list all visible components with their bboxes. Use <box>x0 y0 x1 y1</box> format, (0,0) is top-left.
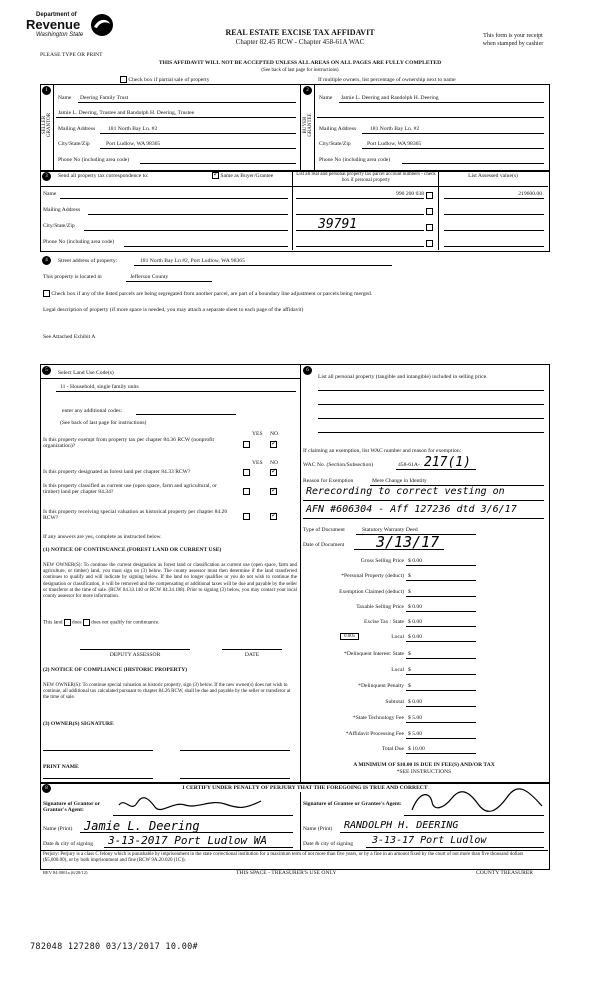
land-does-not-checkbox[interactable] <box>83 619 90 626</box>
seller-mailing[interactable]: 181 North Bay Ln. #2 <box>108 126 158 132</box>
dor-logo-text-2: Revenue <box>26 17 81 32</box>
multiple-owners-note: If multiple owners, list percentage of ownership next to name <box>318 77 456 83</box>
certify-statement: I CERTIFY UNDER PENALTY OF PERJURY THAT THE FOREGOING IS TRUE AND CORRECT <box>182 785 428 791</box>
seller-name-label: Name <box>58 95 72 101</box>
dor-logo-swirl-icon <box>88 12 116 38</box>
subtotal-value[interactable]: $ 0.00 <box>408 699 422 705</box>
rev-number: REV 84 0001a (6/28/12) <box>43 870 88 875</box>
gross-label: Gross Selling Price <box>360 558 404 564</box>
parcel-2-checkbox[interactable] <box>426 208 433 215</box>
please-type: PLEASE TYPE OR PRINT <box>40 52 103 58</box>
seller-city-label: City/State/Zip <box>58 141 90 147</box>
grantor-date-city-label: Date & city of signing <box>43 841 94 847</box>
assessed-header: List Assessed value(s) <box>468 173 518 179</box>
local-value[interactable]: $ 0.00 <box>408 634 422 640</box>
no-header-2: NO <box>270 460 279 466</box>
doc-type-label: Type of Document <box>303 527 345 533</box>
grantee-date-city-label: Date & city of signing <box>303 841 354 847</box>
grantor-name-print[interactable]: Jamie L. Deering <box>84 819 200 833</box>
section-4-badge: 4 <box>42 256 51 265</box>
grantor-date-city[interactable]: 3-13-2017 Port Ludlow WA <box>108 834 267 847</box>
legal-value[interactable]: See Attached Exhibit A <box>43 334 96 340</box>
seller-phone-label: Phone No (including area code) <box>58 157 130 163</box>
minimum-note: A MINIMUM OF $10.00 IS DUE IN FEE(S) AND/OR TAX <box>353 762 495 768</box>
q2-yes-checkbox[interactable] <box>243 469 250 476</box>
q1-text: Is this property exempt from property tax per chapter 84.36 RCW (nonprofit organization)? <box>43 437 215 449</box>
owners-signature-label: (3) OWNER(S) SIGNATURE <box>43 721 114 727</box>
taxable-label: Taxable Selling Price <box>356 604 404 610</box>
exemption-deduct-value[interactable]: $ <box>408 589 411 595</box>
perjury-text: Perjury: Perjury is a class C felony which is punishable by imprisonment in the state correctional institution for a maximum term of not more than five years, or by a fine in an amount fixed by the court of not more than five thousand dollars ($5,000.00), or by both imprisonment and fine (RCW 9A.20.020 (1C)). <box>43 852 524 863</box>
parcel-header: List all real and personal property tax parcel account numbers - check box if personal property <box>296 172 436 183</box>
buyer-phone-label: Phone No (including area code) <box>319 157 391 163</box>
personal-property-label: List all personal property (tangible and intangible) included in selling price. <box>318 374 488 380</box>
recording-stamp: 782048 127280 03/13/2017 10.00# <box>30 942 198 952</box>
corr-mailing-label: Mailing Address <box>43 207 81 213</box>
reason-handwritten-2[interactable]: AFN #606304 - Aff 127236 dtd 3/6/17 <box>306 504 517 515</box>
gross-value[interactable]: $ 0.00 <box>408 558 422 564</box>
grantor-name-print-label: Name (Print) <box>43 826 73 832</box>
street-value[interactable]: 181 North Bay Ln #2, Port Ludlow, WA 98365 <box>140 258 245 264</box>
receipt-note-1: This form is your receipt <box>483 33 543 39</box>
corr-city-label: City/State/Zip <box>43 223 75 229</box>
tech-fee-value[interactable]: $ 5.00 <box>408 715 422 721</box>
doc-date-value[interactable]: 3/13/17 <box>376 533 440 551</box>
q3-no-checkbox[interactable]: ✓ <box>271 486 277 494</box>
grantee-signature-image[interactable] <box>408 788 548 816</box>
segregated-label: Check box if any of the listed parcels are being segregated from another parcel, are part of a boundary line adjustment or parcels being merged. <box>51 290 373 297</box>
see-back-label: (See back of last page for instructions) <box>60 420 147 426</box>
section-6-badge: 6 <box>303 366 312 375</box>
form-subtitle: Chapter 82.45 RCW - Chapter 458-61A WAC <box>235 38 365 46</box>
land-use-code[interactable]: 11 - Household, single family units <box>60 384 139 390</box>
segregated-checkbox[interactable] <box>43 290 50 297</box>
additional-codes-label: enter any additional codes: <box>62 408 123 414</box>
total-value[interactable]: $ 10.00 <box>408 746 425 752</box>
qualify-label: qualify for continuance. <box>109 619 160 626</box>
del-interest-label: *Delinquent Interest: State <box>344 651 404 657</box>
grantee-date-city[interactable]: 3-13-17 Port Ludlow <box>372 835 487 846</box>
doc-type-value[interactable]: Statutory Warranty Deed <box>362 527 418 533</box>
parcel-4-checkbox[interactable] <box>426 240 433 247</box>
corr-name-label: Name <box>43 191 57 197</box>
section-3-badge: 3 <box>42 172 51 181</box>
personal-deduct-value[interactable]: $ <box>408 573 411 579</box>
wac-label: WAC No. (Section/Subsection) <box>303 462 374 468</box>
buyer-city-label: City/State/Zip <box>319 141 351 147</box>
dor-logo-text-1: Department of <box>36 12 77 18</box>
legal-label: Legal description of property (if more space is needed, you may attach a separate sheet to each page of the affidavit) <box>43 307 304 313</box>
notice2-title: (2) NOTICE OF COMPLIANCE (HISTORIC PROPERTY) <box>43 667 188 673</box>
q2-text: Is this property designated as forest land per chapter 84.33 RCW? <box>43 469 191 475</box>
dor-logo <box>18 12 128 42</box>
deputy-date-label: DATE <box>244 652 260 658</box>
receipt-note-2: when stamped by cashier <box>482 41 544 47</box>
land-does-label: does <box>72 619 82 626</box>
buyer-city[interactable]: Port Ludlow, WA 98365 <box>367 141 422 147</box>
same-as-buyer <box>212 172 273 179</box>
seller-mailing-label: Mailing Address <box>58 126 96 132</box>
section-2-badge: 2 <box>303 86 312 95</box>
reason-label: Reason for Exemption <box>303 478 354 484</box>
del-interest-value[interactable]: $ <box>408 651 411 657</box>
print-name-label: PRINT NAME <box>43 764 79 770</box>
land-does-checkbox[interactable] <box>64 619 71 626</box>
exemption-label: If claiming an exemption, list WAC number and reason for exemption: <box>303 448 462 454</box>
buyer-mailing[interactable]: 181 North Bay Ln. #2 <box>370 126 420 132</box>
no-header-1: NO <box>270 431 279 437</box>
q4-text: Is this property receiving special valuation as historical property per chapter 84.26 RCW? <box>43 509 228 521</box>
q1-no-checkbox[interactable]: ✓ <box>271 439 277 447</box>
correspondence-label: Send all property tax correspondence to: <box>58 173 149 179</box>
del-penalty-value[interactable]: $ <box>408 683 411 689</box>
grantor-signature-image[interactable] <box>115 795 265 815</box>
instructions-ref: (See back of last page for instructions) <box>261 68 339 73</box>
yes-header-1: YES <box>252 431 263 437</box>
grantor-sig-label: Signature of Grantor or Grantor's Agent: <box>43 801 101 813</box>
section-5-badge: 5 <box>42 366 51 375</box>
seller-name-2[interactable]: Jamie L. Deering, Trustee and Randolph H. Deering, Trustee <box>58 110 195 116</box>
treasurer-space-label: THIS SPACE - TREASURER'S USE ONLY <box>236 870 337 876</box>
buyer-name[interactable]: Jamie L. Deering and Randolph H. Deering <box>341 95 439 101</box>
yes-header-2: YES <box>252 460 263 466</box>
partial-sale-row <box>120 76 210 83</box>
same-as-buyer-label: Same as Buyer/Grantee <box>220 172 274 179</box>
q4-yes-checkbox[interactable] <box>243 513 250 520</box>
q3-yes-checkbox[interactable] <box>243 488 250 495</box>
local-label: Local <box>391 634 404 640</box>
dor-logo-text-3: Washington State <box>36 32 84 38</box>
personal-deduct-label: *Personal Property (deduct) <box>341 573 404 579</box>
notice1-title: (1) NOTICE OF CONTINUANCE (FOREST LAND OR CURRENT USE) <box>43 547 222 553</box>
located-label: This property is located in <box>43 274 102 280</box>
local2-label: Local <box>391 667 404 673</box>
rate-box[interactable]: 0.005 <box>340 633 359 640</box>
proc-fee-value[interactable]: $ 5.00 <box>408 731 422 737</box>
parcel-1-checkbox[interactable] <box>426 192 433 199</box>
buyer-mailing-label: Mailing Address <box>319 126 357 132</box>
land-does-not-label: does not <box>91 619 109 626</box>
del-penalty-label: *Delinquent Penalty <box>358 683 404 689</box>
warning-text: THIS AFFIDAVIT WILL NOT BE ACCEPTED UNLESS ALL AREAS ON ALL PAGES ARE FULLY COMPLETED <box>158 60 442 66</box>
tech-fee-label: *State Technology Fee <box>352 715 404 721</box>
corr-phone-label: Phone No (including area code) <box>43 239 115 245</box>
buyer-side-label: BUYER GRANTEE <box>303 113 313 137</box>
local2-value[interactable]: $ <box>408 667 411 673</box>
partial-sale-label: Check box if partial sale of property <box>128 76 210 83</box>
correspondence-box <box>40 170 550 252</box>
taxable-value[interactable]: $ 0.00 <box>408 604 422 610</box>
notice2-body: NEW OWNER(S): To continue special valuation as historic property, sign (3) below. If the new owner(s) does not wish to continue, all additional tax calculated pursuant to chapter 84.26 RCW, shall be due and payable by the seller or transferor at the time of sale. <box>43 683 291 701</box>
street-label: Street address of property: <box>58 258 118 264</box>
segregated-row <box>43 290 548 297</box>
partial-sale-checkbox[interactable] <box>120 76 127 83</box>
deputy-assessor-label: DEPUTY ASSESSOR <box>109 652 161 658</box>
land-use-select-label: Select Land Use Code(s) <box>58 370 114 376</box>
see-instructions: *SEE INSTRUCTIONS <box>396 769 452 775</box>
continuance-row <box>43 619 160 626</box>
wac-handwritten[interactable]: 217(1) <box>424 455 471 470</box>
assessed-1[interactable]: 219600.00 <box>518 191 542 197</box>
doc-date-label: Date of Document <box>303 542 345 548</box>
subtotal-label: Subtotal <box>385 699 404 705</box>
notice1-body: NEW OWNER(S): To continue the current designation as forest land or classification as current use (open space, farm and agriculture, or timber) land, you must sign on (3) below. The county assessor must then determine if the land transferred continues to qualify and will indicate by signing below. If the land no longer qualifies or you do not wish to continue the designation or classification, it will be removed and the compensating or additional taxes will be due and payable by the seller or transferor at the time of sale. (RCW 84.33.140 or RCW 84.34.108). Prior to signing (3) below, you may contact your local county assessor for more information. <box>43 563 297 600</box>
exemption-deduct-label: Exemption Claimed (deduct) <box>339 589 404 595</box>
parcel-3-checkbox[interactable] <box>426 224 433 231</box>
if-yes-text: If any answers are yes, complete as instructed below. <box>43 534 162 540</box>
parcel-1[interactable]: 990 200 038 <box>396 191 424 197</box>
q2-no-checkbox[interactable]: ✓ <box>271 467 277 475</box>
reason-handwritten-1[interactable]: Rerecording to correct vesting on <box>306 486 505 497</box>
proc-fee-label: *Affidavit Processing Fee <box>345 731 404 737</box>
grantee-name-print[interactable]: RANDOLPH H. DEERING <box>344 820 459 831</box>
q3-text: Is this property classified as current use (open space, farm and agricultural, or timber) land per chapter 84.34? <box>43 483 217 495</box>
section-8-badge: 8 <box>42 784 51 793</box>
wac-prefix: 458-61A- <box>398 462 420 468</box>
excise-state-label: Excise Tax : State <box>363 619 404 625</box>
section-1-badge: 1 <box>42 86 51 95</box>
seller-name[interactable]: Deering Family Trust <box>80 95 129 101</box>
total-label: Total Due <box>381 746 404 752</box>
county-treasurer-label: COUNTY TREASURER <box>476 870 534 876</box>
buyer-name-label: Name <box>319 95 333 101</box>
seller-side-label: SELLER GRANTOR <box>42 112 52 138</box>
county-value[interactable]: Jefferson County <box>130 274 169 280</box>
q4-no-checkbox[interactable]: ✓ <box>271 511 277 519</box>
handwritten-number: 39791 <box>318 217 358 232</box>
this-land-label: This land <box>43 619 63 626</box>
grantee-sig-label: Signature of Grantee or Grantee's Agent: <box>303 801 402 807</box>
form-title: REAL ESTATE EXCISE TAX AFFIDAVIT <box>225 28 375 37</box>
grantee-name-print-label: Name (Print) <box>303 826 333 832</box>
excise-state-value[interactable]: $ 0.00 <box>408 619 422 625</box>
q1-yes-checkbox[interactable] <box>243 441 250 448</box>
reason-value[interactable]: Mere Change in Identity <box>372 478 427 484</box>
same-as-buyer-checkbox[interactable]: ✓ <box>213 170 219 178</box>
seller-city[interactable]: Port Ludlow, WA 98365 <box>106 141 161 147</box>
